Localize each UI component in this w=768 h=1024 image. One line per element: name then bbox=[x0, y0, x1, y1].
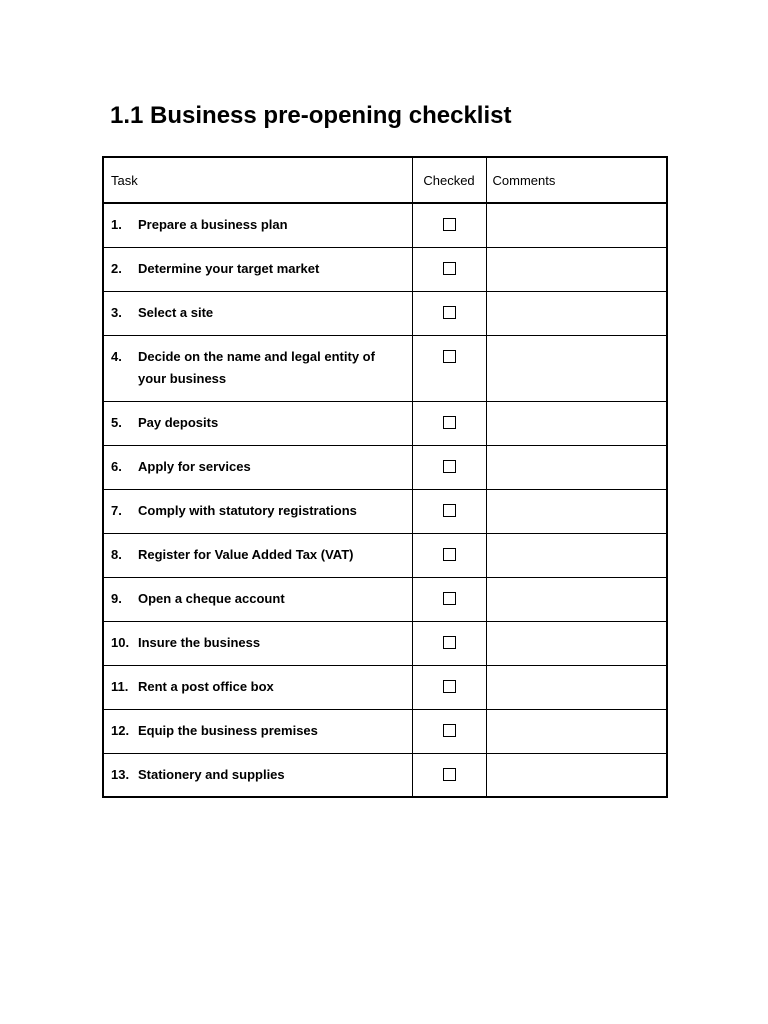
task-checkbox[interactable] bbox=[443, 504, 456, 517]
task-number: 12. bbox=[111, 722, 130, 738]
task-checkbox[interactable] bbox=[443, 416, 456, 429]
comment-cell[interactable] bbox=[486, 621, 667, 665]
checked-cell bbox=[412, 291, 486, 335]
table-row bbox=[103, 335, 667, 401]
checklist-table bbox=[102, 156, 668, 798]
comment-cell[interactable] bbox=[486, 291, 667, 335]
task-cell bbox=[103, 753, 412, 797]
checked-cell bbox=[412, 621, 486, 665]
task-number: 7. bbox=[111, 502, 122, 518]
page-title: 1.1 Business pre-opening checklist bbox=[110, 102, 512, 129]
task-cell bbox=[103, 665, 412, 709]
task-cell bbox=[103, 335, 412, 401]
table-row bbox=[103, 445, 667, 489]
task-label: Open a cheque account bbox=[138, 590, 285, 606]
comment-cell[interactable] bbox=[486, 577, 667, 621]
checked-column-header: Checked bbox=[412, 157, 486, 203]
task-checkbox[interactable] bbox=[443, 306, 456, 319]
task-checkbox[interactable] bbox=[443, 350, 456, 363]
table-header-row bbox=[103, 157, 667, 203]
task-label: Register for Value Added Tax (VAT) bbox=[138, 546, 354, 562]
checked-cell bbox=[412, 445, 486, 489]
table-row bbox=[103, 247, 667, 291]
task-cell bbox=[103, 445, 412, 489]
comment-cell[interactable] bbox=[486, 445, 667, 489]
comment-cell[interactable] bbox=[486, 401, 667, 445]
task-column-header: Task bbox=[103, 157, 412, 203]
table-row bbox=[103, 753, 667, 797]
task-cell bbox=[103, 247, 412, 291]
task-number: 10. bbox=[111, 634, 130, 650]
comment-cell[interactable] bbox=[486, 753, 667, 797]
comment-cell[interactable] bbox=[486, 665, 667, 709]
task-checkbox[interactable] bbox=[443, 768, 456, 781]
task-cell bbox=[103, 621, 412, 665]
task-checkbox[interactable] bbox=[443, 262, 456, 275]
checked-cell bbox=[412, 709, 486, 753]
task-cell bbox=[103, 489, 412, 533]
comments-column-header: Comments bbox=[486, 157, 667, 203]
table-row bbox=[103, 489, 667, 533]
task-number: 8. bbox=[111, 546, 122, 562]
task-number: 5. bbox=[111, 414, 122, 430]
checked-cell bbox=[412, 247, 486, 291]
task-label: Rent a post office box bbox=[138, 678, 274, 694]
task-number: 13. bbox=[111, 766, 130, 782]
task-cell bbox=[103, 533, 412, 577]
task-checkbox[interactable] bbox=[443, 460, 456, 473]
task-number: 4. bbox=[111, 348, 122, 364]
checked-cell bbox=[412, 665, 486, 709]
task-number: 9. bbox=[111, 590, 122, 606]
checked-cell bbox=[412, 753, 486, 797]
comment-cell[interactable] bbox=[486, 709, 667, 753]
checked-cell bbox=[412, 577, 486, 621]
task-checkbox[interactable] bbox=[443, 592, 456, 605]
task-label: Comply with statutory registrations bbox=[138, 502, 357, 518]
task-number: 1. bbox=[111, 217, 122, 232]
task-cell bbox=[103, 291, 412, 335]
task-cell bbox=[103, 203, 412, 247]
comment-cell[interactable] bbox=[486, 247, 667, 291]
table-row bbox=[103, 709, 667, 753]
task-checkbox[interactable] bbox=[443, 218, 456, 231]
task-cell bbox=[103, 709, 412, 753]
table-row bbox=[103, 577, 667, 621]
task-number: 11. bbox=[111, 678, 129, 694]
task-label: Determine your target market bbox=[138, 260, 320, 276]
table-row bbox=[103, 203, 667, 247]
task-checkbox[interactable] bbox=[443, 680, 456, 693]
comment-cell[interactable] bbox=[486, 335, 667, 401]
task-number: 3. bbox=[111, 304, 122, 320]
task-checkbox[interactable] bbox=[443, 636, 456, 649]
task-label: Select a site bbox=[138, 304, 214, 320]
task-number: 2. bbox=[111, 260, 122, 276]
task-label: Stationery and supplies bbox=[138, 766, 285, 782]
task-label: Prepare a business plan bbox=[138, 217, 288, 232]
table-row bbox=[103, 621, 667, 665]
table-row bbox=[103, 401, 667, 445]
task-cell bbox=[103, 401, 412, 445]
task-number: 6. bbox=[111, 458, 122, 474]
task-cell bbox=[103, 577, 412, 621]
checked-cell bbox=[412, 335, 486, 401]
checked-cell bbox=[412, 533, 486, 577]
comment-cell[interactable] bbox=[486, 489, 667, 533]
task-checkbox[interactable] bbox=[443, 724, 456, 737]
task-label: Apply for services bbox=[138, 458, 251, 474]
task-checkbox[interactable] bbox=[443, 548, 456, 561]
comment-cell[interactable] bbox=[486, 203, 667, 247]
checked-cell bbox=[412, 489, 486, 533]
task-label: Decide on the name and legal entity of your business bbox=[138, 348, 375, 386]
table-row bbox=[103, 533, 667, 577]
comment-cell[interactable] bbox=[486, 533, 667, 577]
checked-cell bbox=[412, 203, 486, 247]
table-row bbox=[103, 291, 667, 335]
task-label: Equip the business premises bbox=[138, 722, 318, 738]
task-label: Insure the business bbox=[138, 634, 261, 650]
checked-cell bbox=[412, 401, 486, 445]
task-label: Pay deposits bbox=[138, 414, 219, 430]
table-row bbox=[103, 665, 667, 709]
